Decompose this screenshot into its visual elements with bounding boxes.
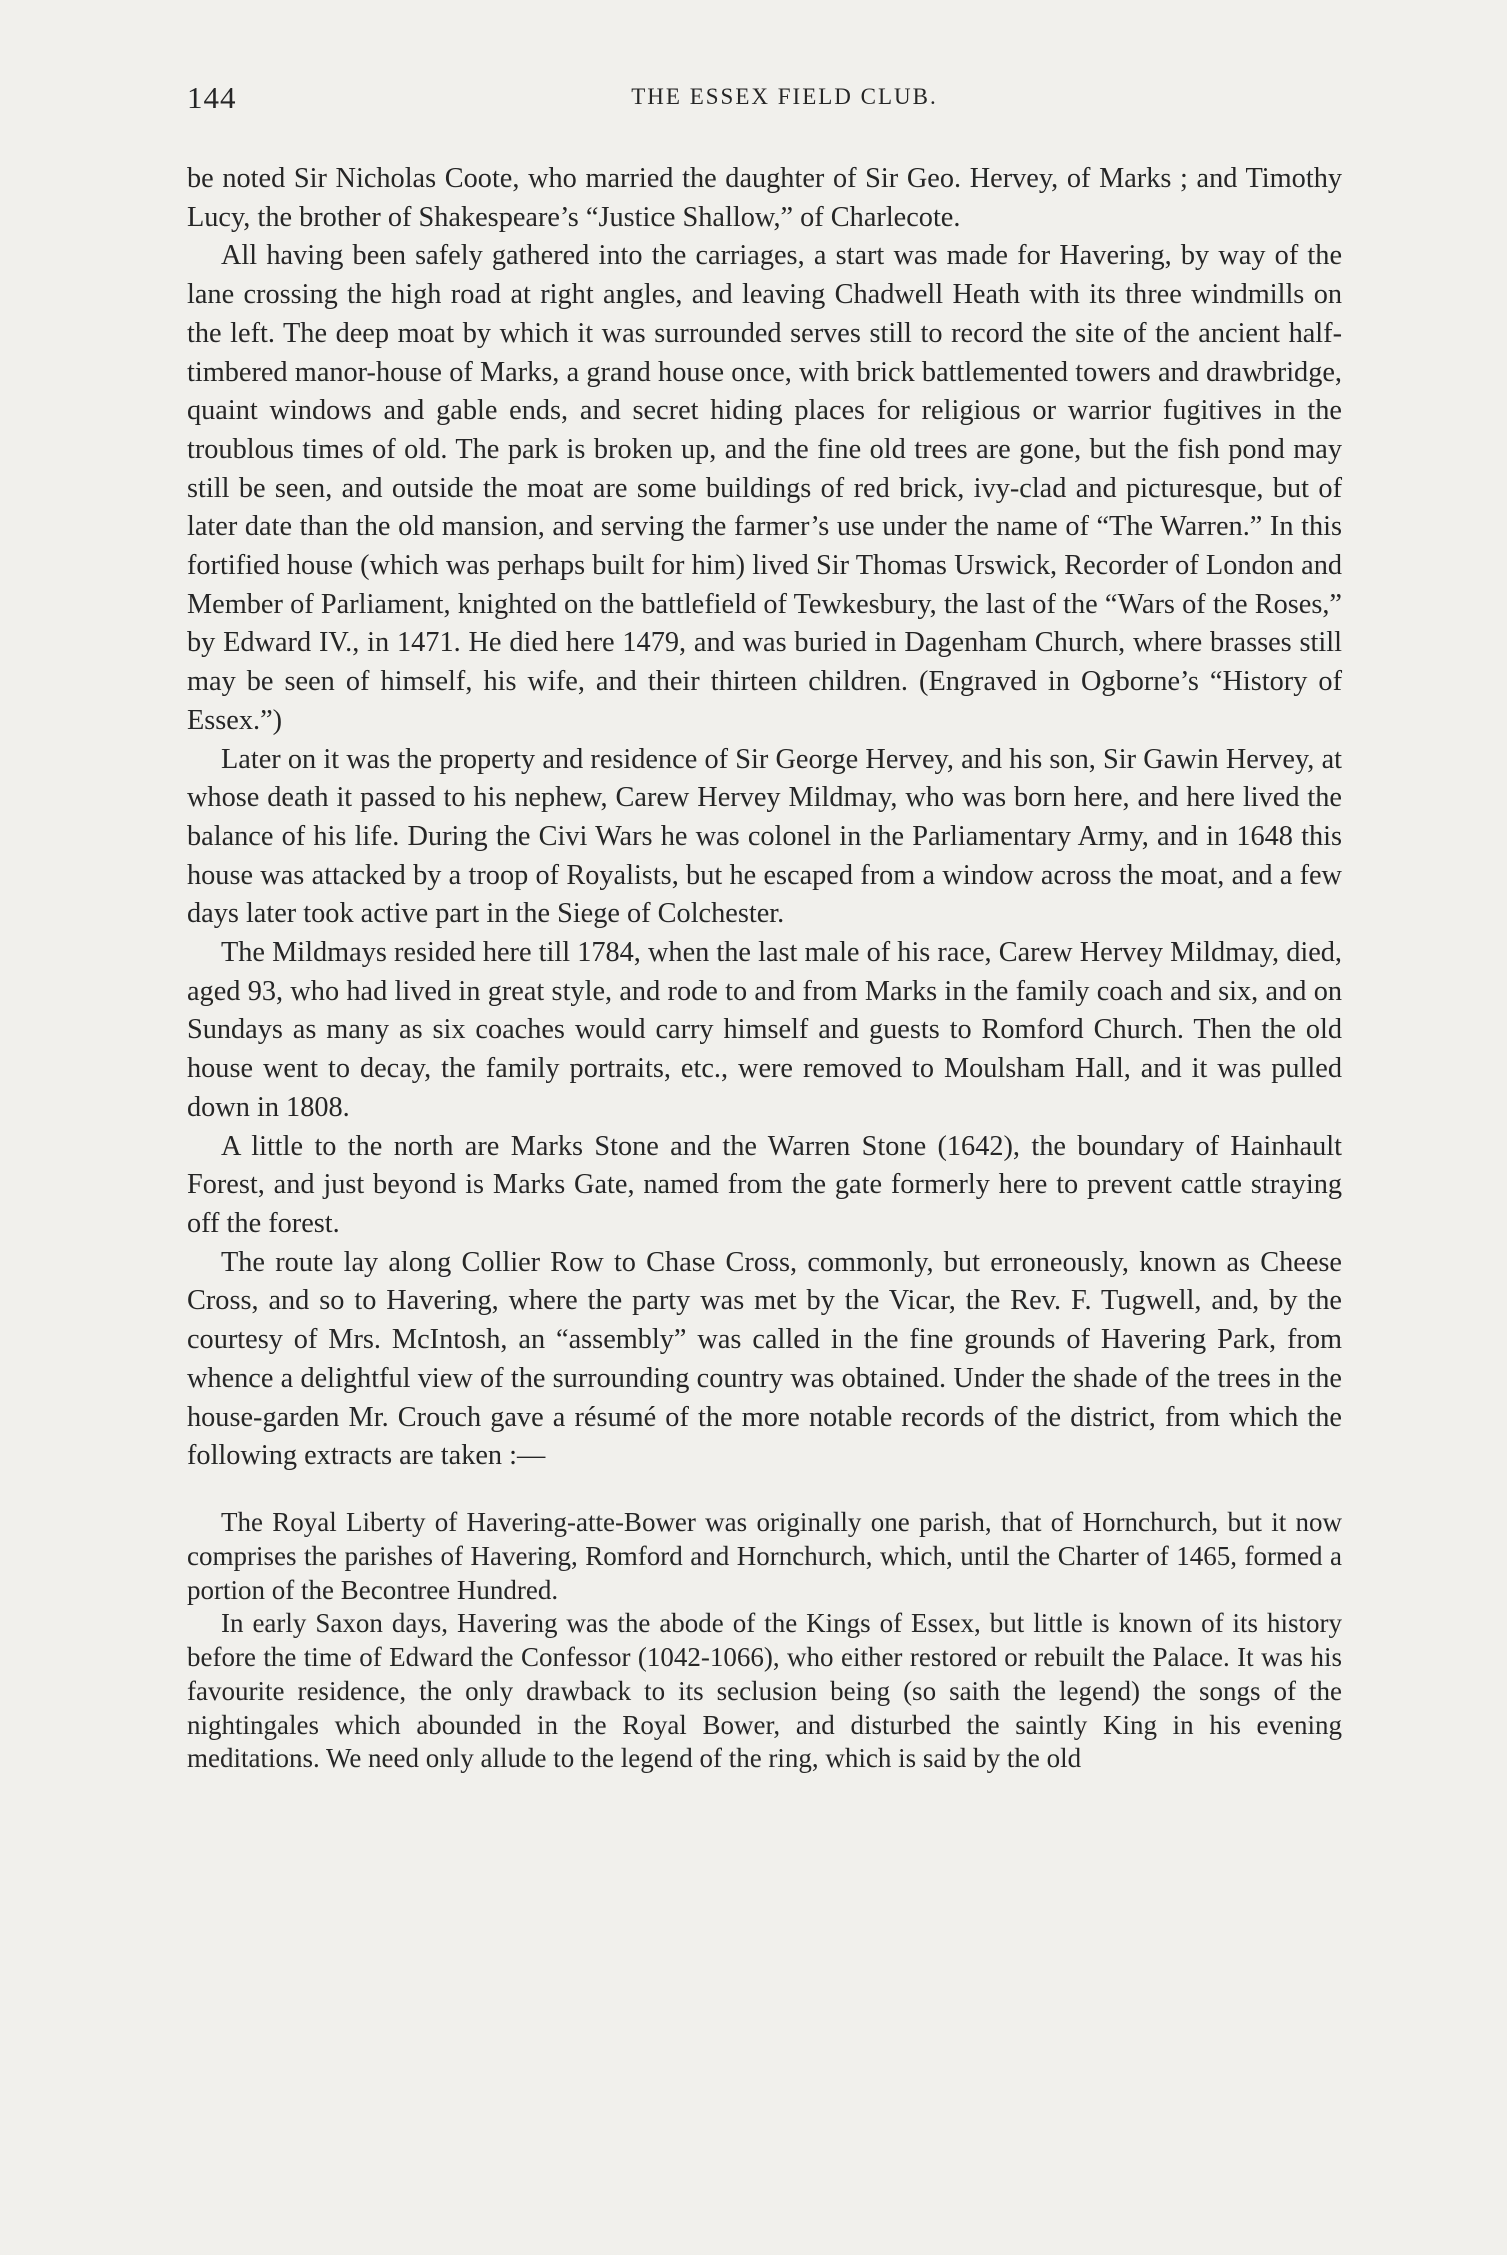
body-text (187, 160, 1342, 1776)
paragraph: The route lay along Collier Row to Chase Cross, commonly, but erroneously, known as Cheese Cross, and so to Havering, where the party was met by the Vicar, the Rev. F. Tugwell, and, by the courtesy of Mrs. McIntosh, an “assembly” was called in the fine grounds of Havering Park, from whence a delightful view of the surrounding country was obtained. Under the shade of the trees in the house-garden Mr. Crouch gave a résumé of the more notable records of the district, from which the following extracts are taken :— (187, 1246, 1342, 1472)
extract-block (187, 1506, 1342, 1776)
section-break (187, 1476, 1342, 1506)
paragraph: The Mildmays resided here till 1784, when the last male of his race, Carew Hervey Mildmay, died, aged 93, who had lived in great style, and rode to and from Marks in the family coach and six, and on Sundays as many as six coaches would carry himself and guests to Romford Church. Then the old house went to decay, the family portraits, etc., were removed to Moulsham Hall, and it was pulled down in 1808. (187, 937, 1342, 1123)
paragraph: be noted Sir Nicholas Coote, who married the daughter of Sir Geo. Hervey, of Marks ; and Timothy Lucy, the brother of Shakespeare’s “Justice Shallow,” of Charlecote. (187, 163, 1342, 233)
running-head: THE ESSEX FIELD CLUB. (631, 84, 938, 109)
paragraph: All having been safely gathered into the carriages, a start was made for Havering, by way of the lane crossing the high road at right angles, and leaving Chadwell Heath with its three windmills on the left. The deep moat by which it was surrounded serves still to record the site of the ancient half-timbered manor-house of Marks, a grand house once, with brick battlemented towers and drawbridge, quaint windows and gable ends, and secret hiding places for religious or warrior fugitives in the troublous times of old. The park is broken up, and the fine old trees are gone, but the fish pond may still be seen, and outside the moat are some buildings of red brick, ivy-clad and picturesque, but of later date than the old mansion, and serving the farmer’s use under the name of “The Warren.” In this fortified house (which was perhaps built for him) lived Sir Thomas Urswick, Recorder of London and Member of Parliament, knighted on the battlefield of Tewkesbury, the last of the “Wars of the Roses,” by Edward IV., in 1471. He died here 1479, and was buried in Dagenham Church, where brasses still may be seen of himself, his wife, and their thirteen children. (Engraved in Ogborne’s “History of Essex.”) (187, 240, 1342, 736)
page-header (187, 80, 1342, 124)
extract-paragraph: In early Saxon days, Havering was the abode of the Kings of Essex, but little is known of its history before the time of Edward the Confessor (1042-1066), who either restored or rebuilt the Palace. It was his favourite residence, the only drawback to its seclusion being (so saith the legend) the songs of the nightingales which abounded in the Royal Bower, and disturbed the saintly King in his evening meditations. We need only allude to the legend of the ring, which is said by the old (187, 1608, 1342, 1774)
paragraph: Later on it was the property and residence of Sir George Hervey, and his son, Sir Gawin Hervey, at whose death it passed to his nephew, Carew Hervey Mildmay, who was born here, and here lived the balance of his life. During the Civi Wars he was colonel in the Parliamentary Army, and in 1648 this house was attacked by a troop of Royalists, but he escaped from a window across the moat, and a few days later took active part in the Siege of Colchester. (187, 743, 1342, 930)
paragraph: A little to the north are Marks Stone and the Warren Stone (1642), the boundary of Hainhault Forest, and just beyond is Marks Gate, named from the gate formerly here to prevent cattle straying off the forest. (187, 1130, 1342, 1239)
extract-paragraph: The Royal Liberty of Havering-atte-Bower was originally one parish, that of Hornchurch, but it now comprises the parishes of Havering, Romford and Hornchurch, which, until the Charter of 1465, formed a portion of the Becontree Hundred. (187, 1506, 1342, 1605)
page-number: 144 (187, 80, 237, 115)
